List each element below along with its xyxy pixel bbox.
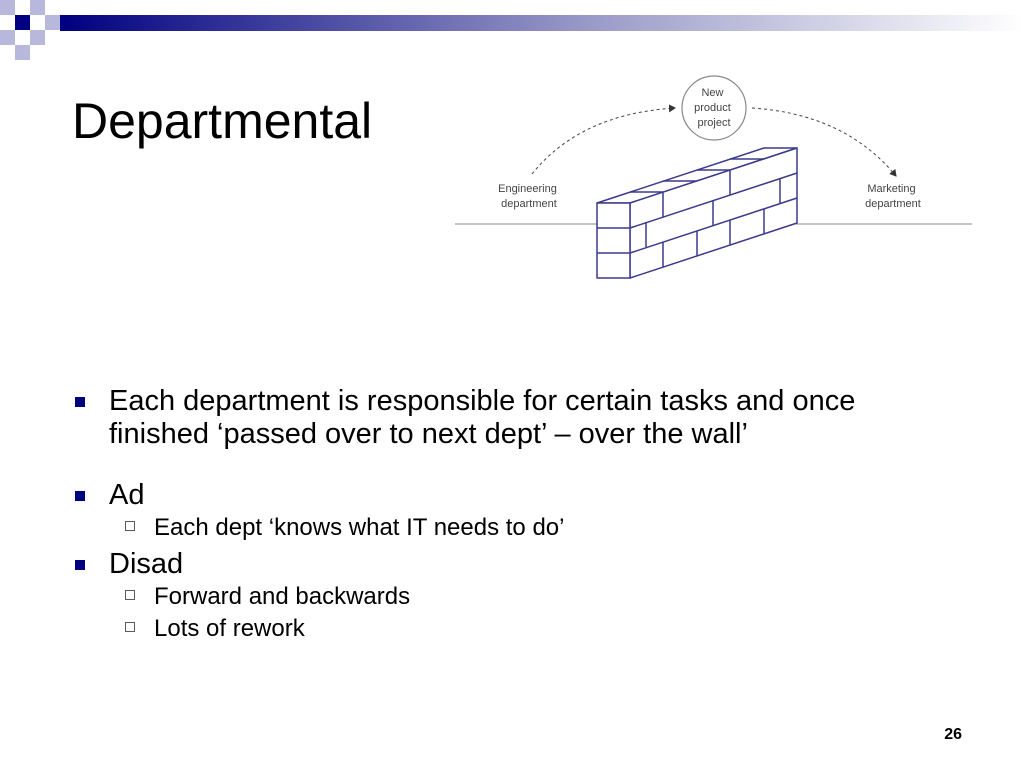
bullet-item xyxy=(72,548,952,581)
brick-wall xyxy=(597,148,797,278)
arrow-to-project xyxy=(532,108,675,174)
sub-bullet-item xyxy=(72,613,952,645)
square-bullet-icon xyxy=(75,491,85,501)
page-number: 26 xyxy=(944,726,962,743)
bullet-item xyxy=(72,385,952,451)
sub-bullet-item xyxy=(72,512,952,544)
hollow-square-bullet-icon xyxy=(125,590,135,600)
sub-bullet-text: Lots of rework xyxy=(154,615,305,642)
over-the-wall-diagram xyxy=(450,72,980,287)
engineering-label-1: Engineering xyxy=(498,183,557,195)
square-bullet-icon xyxy=(75,560,85,570)
project-label-1: New xyxy=(701,87,724,99)
sub-bullet-text: Forward and backwards xyxy=(154,583,411,610)
marketing-label-1: Marketing xyxy=(867,183,916,195)
svg-text:Marketing department xyxy=(865,183,921,210)
sub-bullet-item xyxy=(72,581,952,613)
bullet-text: Disad xyxy=(109,548,184,580)
bullet-item xyxy=(72,479,952,512)
slide-title: Departmental xyxy=(72,93,373,149)
marketing-label-2: department xyxy=(865,198,921,210)
svg-text:Engineering department xyxy=(498,183,560,210)
bullet-text: Each department is responsible for certain tasks and once finished ‘passed over to next dept’ – over the wall’ xyxy=(109,385,856,450)
header-decoration xyxy=(0,0,1024,60)
square-bullet-icon xyxy=(75,397,85,407)
engineering-label-2: department xyxy=(501,198,557,210)
hollow-square-bullet-icon xyxy=(125,521,135,531)
project-label-3: project xyxy=(697,117,731,129)
hollow-square-bullet-icon xyxy=(125,622,135,632)
sub-bullet-text: Each dept ‘knows what IT needs to do’ xyxy=(154,514,565,541)
bullet-text: Ad xyxy=(109,479,145,511)
project-label-2: product xyxy=(694,102,731,114)
slide-body xyxy=(72,385,952,645)
